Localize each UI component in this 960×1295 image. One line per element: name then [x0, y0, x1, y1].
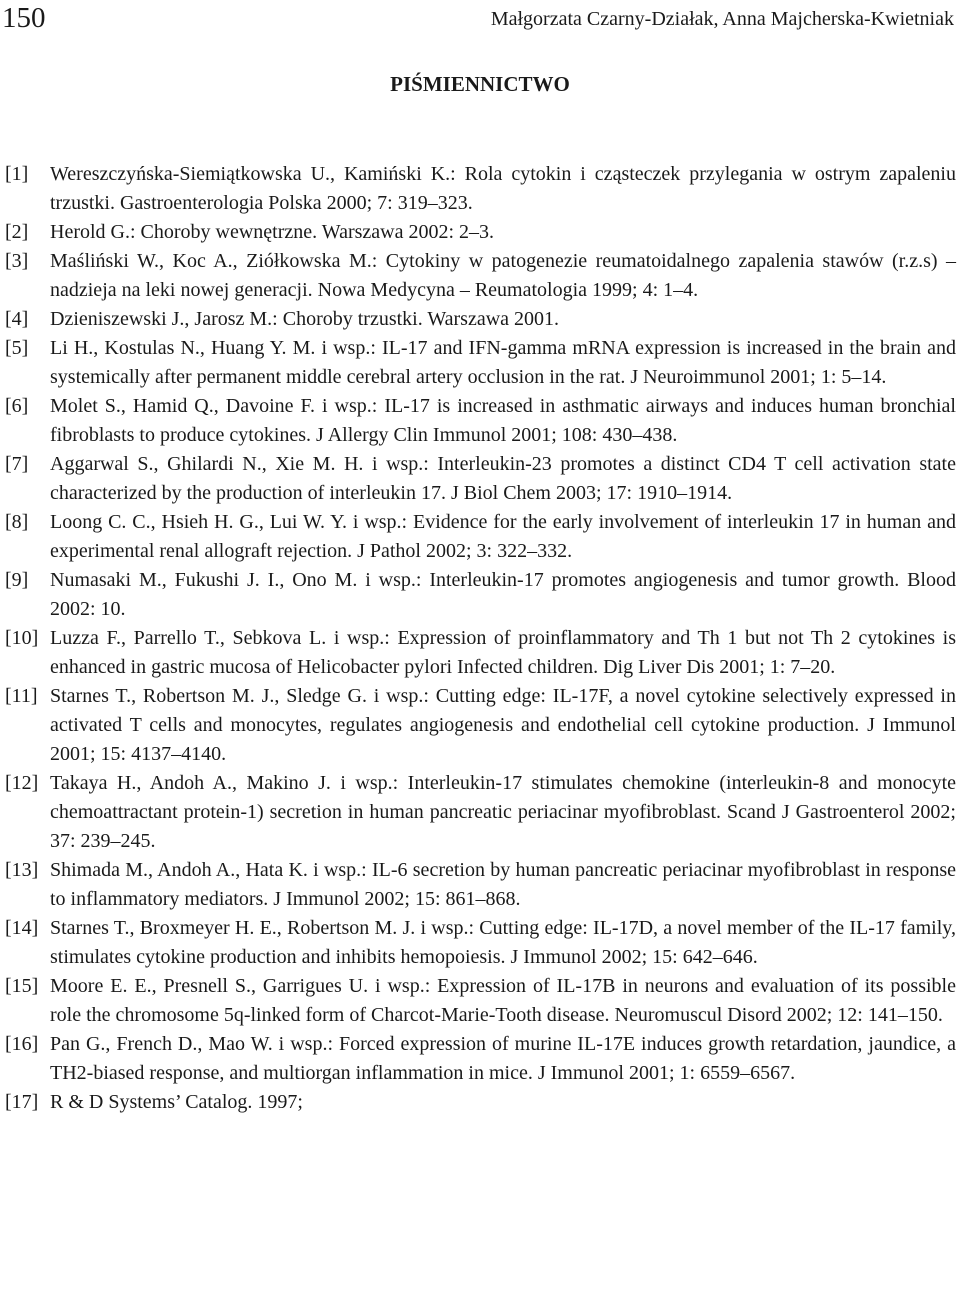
reference-number: [8] — [5, 511, 29, 533]
reference-text: Moore E. E., Presnell S., Garrigues U. i wsp.: Expression of IL-17B in neurons and evaluation of its possible role the chromosome 5q-linked form of Charcot-Marie-Tooth disease. Neuromuscul Disord 2002; 12: 141–150. — [50, 975, 956, 1026]
reference-text: Li H., Kostulas N., Huang Y. M. i wsp.: IL-17 and IFN-gamma mRNA expression is increased in the brain and systemically after permanent middle cerebral artery occlusion in the rat. J Neuroimmunol 2001; 1: 5–14. — [50, 337, 956, 388]
reference-text: Starnes T., Broxmeyer H. E., Robertson M. J. i wsp.: Cutting edge: IL-17D, a novel member of the IL-17 family, stimulates cytokine production and inhibits hemopoiesis. J Immunol 2002; 15: 642–646. — [50, 917, 956, 968]
reference-text: Molet S., Hamid Q., Davoine F. i wsp.: IL-17 is increased in asthmatic airways and induces human bronchial fibroblasts to produce cytokines. J Allergy Clin Immunol 2001; 108: 430–438. — [50, 395, 956, 446]
reference-item — [5, 769, 956, 856]
reference-item — [5, 508, 956, 566]
reference-item — [5, 1088, 956, 1117]
reference-text: R & D Systems’ Catalog. 1997; — [50, 1091, 303, 1113]
running-head — [0, 0, 960, 40]
reference-number: [17] — [5, 1091, 39, 1113]
reference-item — [5, 856, 956, 914]
reference-item — [5, 334, 956, 392]
reference-text: Herold G.: Choroby wewnętrzne. Warszawa 2002: 2–3. — [50, 221, 495, 243]
reference-item — [5, 566, 956, 624]
page-number: 150 — [2, 2, 46, 34]
reference-number: [14] — [5, 917, 39, 939]
reference-number: [4] — [5, 308, 29, 330]
section-title: PIŚMIENNICTWO — [390, 72, 570, 96]
reference-item — [5, 972, 956, 1030]
reference-text: Dzieniszewski J., Jarosz M.: Choroby trzustki. Warszawa 2001. — [50, 308, 560, 330]
reference-number: [10] — [5, 627, 39, 649]
reference-number: [3] — [5, 250, 29, 272]
reference-number: [5] — [5, 337, 29, 359]
reference-number: [7] — [5, 453, 29, 475]
reference-item — [5, 305, 956, 334]
reference-number: [11] — [5, 685, 38, 707]
reference-text: Starnes T., Robertson M. J., Sledge G. i wsp.: Cutting edge: IL-17F, a novel cytokine selectively expressed in activated T cells and monocytes, regulates angiogenesis and endothelial cell cytokine production. J Immunol 2001; 15: 4137–4140. — [50, 685, 956, 765]
reference-item — [5, 392, 956, 450]
reference-text: Luzza F., Parrello T., Sebkova L. i wsp.: Expression of proinflammatory and Th 1 but not Th 2 cytokines is enhanced in gastric mucosa of Helicobacter pylori Infected children. Dig Liver Dis 2001; 1: 7–20. — [50, 627, 956, 678]
reference-number: [16] — [5, 1033, 39, 1055]
reference-item — [5, 624, 956, 682]
reference-text: Shimada M., Andoh A., Hata K. i wsp.: IL-6 secretion by human pancreatic periacinar myofibroblast in response to inflammatory mediators. J Immunol 2002; 15: 861–868. — [50, 859, 956, 910]
reference-number: [9] — [5, 569, 29, 591]
reference-text: Pan G., French D., Mao W. i wsp.: Forced expression of murine IL-17E induces growth retardation, jaundice, a TH2-biased response, and multiorgan inflammation in mice. J Immunol 2001; 1: 6559–6567. — [50, 1033, 956, 1084]
reference-text: Wereszczyńska-Siemiątkowska U., Kamiński K.: Rola cytokin i cząsteczek przylegania w ostrym zapaleniu trzustki. Gastroenterologia Polska 2000; 7: 319–323. — [50, 163, 956, 214]
reference-number: [15] — [5, 975, 39, 997]
reference-item — [5, 1030, 956, 1088]
reference-text: Numasaki M., Fukushi J. I., Ono M. i wsp.: Interleukin-17 promotes angiogenesis and tumor growth. Blood 2002: 10. — [50, 569, 956, 620]
reference-item — [5, 682, 956, 769]
reference-text: Maśliński W., Koc A., Ziółkowska M.: Cytokiny w patogenezie reumatoidalnego zapalenia stawów (r.z.s) – nadzieja na leki nowej generacji. Nowa Medycyna – Reumatologia 1999; 4: 1–4. — [50, 250, 956, 301]
reference-item — [5, 450, 956, 508]
reference-item — [5, 247, 956, 305]
reference-text: Loong C. C., Hsieh H. G., Lui W. Y. i wsp.: Evidence for the early involvement of interleukin 17 in human and experimental renal allograft rejection. J Pathol 2002; 3: 322–332. — [50, 511, 956, 562]
reference-item — [5, 914, 956, 972]
reference-item — [5, 160, 956, 218]
reference-number: [13] — [5, 859, 39, 881]
running-head-authors: Małgorzata Czarny-Działak, Anna Majcherska-Kwietniak — [490, 8, 954, 30]
reference-number: [12] — [5, 772, 39, 794]
reference-number: [2] — [5, 221, 29, 243]
reference-item — [5, 218, 956, 247]
reference-list — [5, 160, 956, 1117]
reference-number: [6] — [5, 395, 29, 417]
reference-number: [1] — [5, 163, 29, 185]
reference-text: Takaya H., Andoh A., Makino J. i wsp.: Interleukin-17 stimulates chemokine (interleukin-8 and monocyte chemoattractant protein-1) secretion in human pancreatic periacinar myofibroblast. Scand J Gastroenterol 2002; 37: 239–245. — [50, 772, 956, 852]
reference-text: Aggarwal S., Ghilardi N., Xie M. H. i wsp.: Interleukin-23 promotes a distinct CD4 T cell activation state characterized by the production of interleukin 17. J Biol Chem 2003; 17: 1910–1914. — [50, 453, 956, 504]
